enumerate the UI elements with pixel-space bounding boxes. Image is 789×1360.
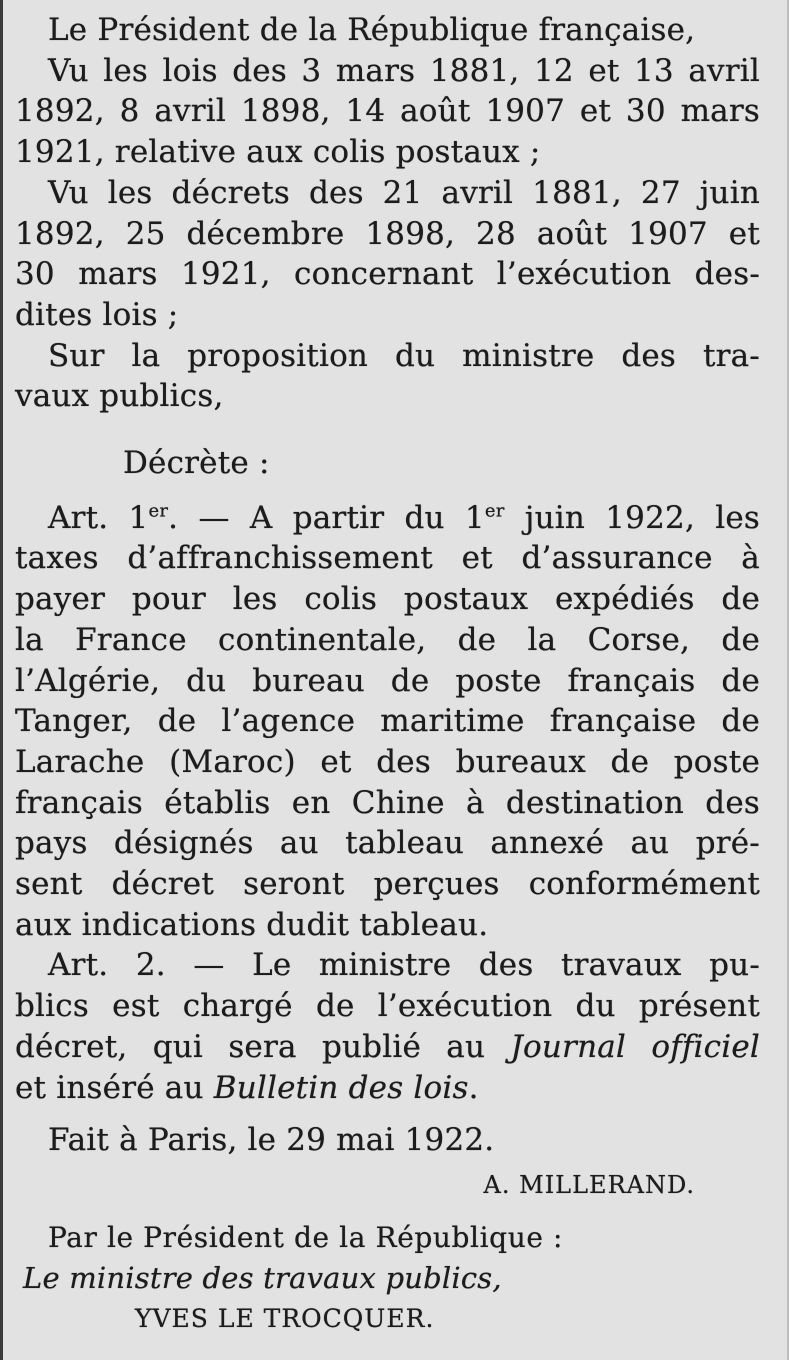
minister-title: Le ministre des travaux publics, [23, 1261, 502, 1296]
article-1-label: Art. 1 [48, 499, 149, 536]
vu-lois-line-1: Vu les lois des 3 mars 1881, 12 et 13 avril [48, 52, 760, 89]
article-2-line-4-text: et inséré au [15, 1069, 214, 1106]
article-1-line-5: l’Algérie, du bureau de poste français de [15, 662, 760, 699]
minister-signature: YVES LE TROCQUER. [135, 1304, 435, 1334]
article-1-line-3: payer pour les colis postaux expédiés de [15, 581, 760, 618]
par-le-president: Par le Président de la République : [48, 1220, 564, 1254]
article-2-line-3 [15, 1027, 760, 1068]
bulletin-des-lois: Bulletin des lois [213, 1069, 469, 1106]
article-1-line-2: taxes d’affranchissement et d’assurance à [15, 540, 760, 577]
decree-text [15, 10, 760, 1340]
vu-lois-line-2: 1892, 8 avril 1898, 14 août 1907 et 30 mars [15, 93, 760, 130]
article-1-intro: . — A partir du 1 [168, 499, 485, 536]
article-1-line-10: sent décret seront perçues conformément [15, 866, 760, 903]
article-1-line-6: Tanger, de l’agence maritime française de [15, 703, 760, 740]
article-1-line-9: pays désignés au tableau annexé au pré- [15, 825, 760, 862]
article-2-line-2: blics est chargé de l’exécution du présent [15, 988, 760, 1025]
president-signature: A. MILLERAND. [483, 1170, 695, 1199]
article-1-date-end: juin 1922, les [504, 499, 761, 536]
decrete-heading: Décrète : [123, 445, 270, 482]
vu-decrets-line-2: 1892, 25 décembre 1898, 28 août 1907 et [15, 215, 760, 252]
article-1-line-4: la France continentale, de la Corse, de [15, 621, 760, 658]
vu-decrets-line-4: dites lois ; [15, 296, 179, 333]
article-1-line-8: français établis en Chine à destination des [15, 784, 760, 821]
article-2-line-3-text: décret, qui sera publié au [15, 1028, 511, 1065]
article-2-line-4-end: . [468, 1069, 479, 1106]
vu-lois-line-3: 1921, relative aux colis postaux ; [15, 134, 541, 171]
spacer [15, 1108, 760, 1120]
spacer [15, 417, 760, 443]
fait-a-paris: Fait à Paris, le 29 mai 1922. [48, 1122, 495, 1159]
article-1-date-sup: er [484, 500, 505, 522]
vu-decrets-line-1: Vu les décrets des 21 avril 1881, 27 juin [48, 174, 760, 211]
article-1-sup: er [148, 500, 169, 522]
proposition-line-1: Sur la proposition du ministre des tra- [48, 337, 760, 374]
article-1-line-7: Larache (Maroc) et des bureaux de poste [15, 743, 760, 780]
decree-title: Le Président de la République française, [48, 12, 696, 48]
spacer [15, 484, 760, 498]
spacer [15, 1206, 760, 1218]
article-1-line-1 [15, 498, 760, 539]
article-2-line-4 [15, 1068, 760, 1109]
article-1-line-11: aux indications dudit tableau. [15, 906, 489, 943]
proposition-line-2: vaux publics, [15, 378, 224, 415]
article-2-line-1: Art. 2. — Le ministre des travaux pu- [48, 947, 760, 984]
vu-decrets-line-3: 30 mars 1921, concernant l’exécution des- [15, 256, 760, 293]
journal-officiel: Journal officiel [510, 1028, 760, 1065]
